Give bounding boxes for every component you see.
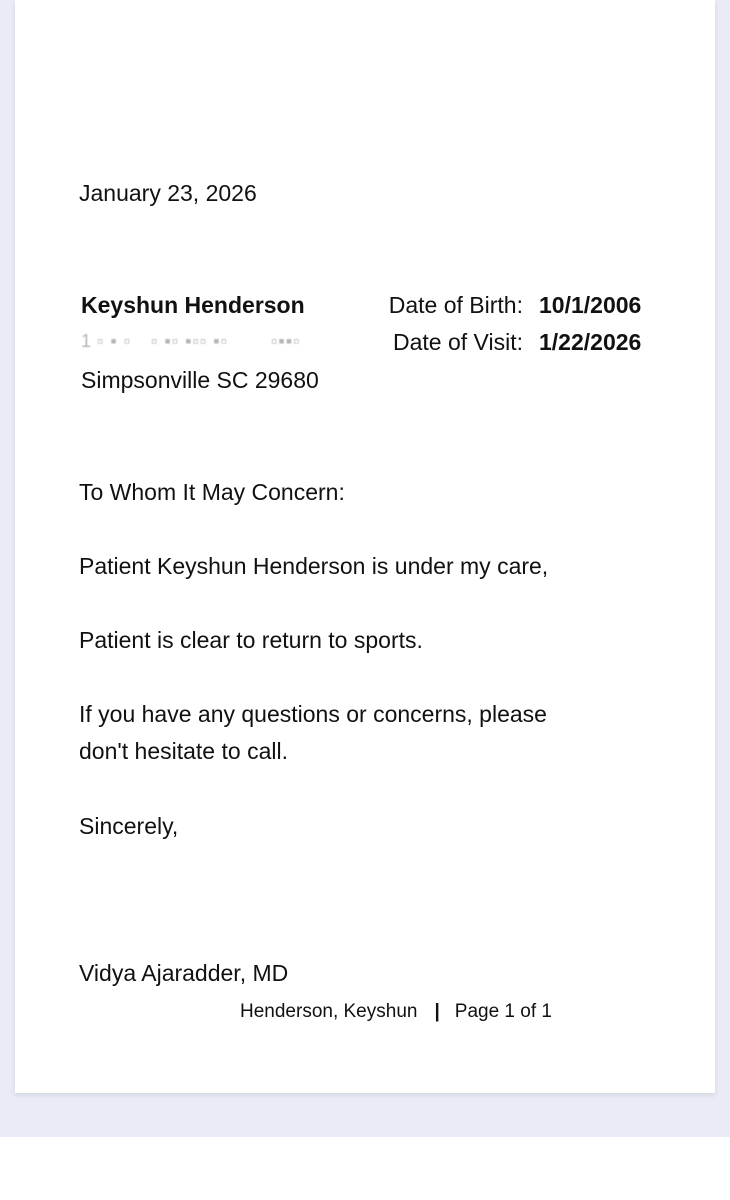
signature-name: Vidya Ajaradder, MD	[79, 960, 289, 986]
paragraph-clearance: Patient is clear to return to sports.	[79, 627, 423, 653]
paragraph-care: Patient Keyshun Henderson is under my care,	[79, 553, 549, 579]
document-page	[15, 0, 715, 1093]
redacted-address-line: 1 ▫ ▪ ▫ ▫ ▪▫ ▪▫▫ ▪▫ ▫▪▪▫	[81, 331, 301, 351]
patient-city-state-zip: Simpsonville SC 29680	[81, 367, 319, 393]
paragraph-questions-line-1: If you have any questions or concerns, please	[79, 701, 547, 727]
footer-page-number: Page 1 of 1	[454, 1001, 552, 1022]
paragraph-questions-line-2: don't hesitate to call.	[79, 738, 288, 764]
dob-value: 10/1/2006	[539, 292, 642, 318]
closing: Sincerely,	[79, 813, 179, 839]
page-footer	[240, 1001, 552, 1023]
visit-date-label: Date of Visit:	[393, 329, 523, 355]
visit-date-value: 1/22/2026	[539, 329, 642, 355]
salutation: To Whom It May Concern:	[79, 479, 345, 505]
viewer-bottom-area	[0, 1137, 730, 1200]
footer-separator: |	[434, 1001, 440, 1022]
footer-patient-name: Henderson, Keyshun	[240, 1001, 418, 1022]
letter-date: January 23, 2026	[79, 180, 257, 206]
dob-label: Date of Birth:	[388, 292, 523, 318]
patient-name: Keyshun Henderson	[81, 292, 305, 318]
